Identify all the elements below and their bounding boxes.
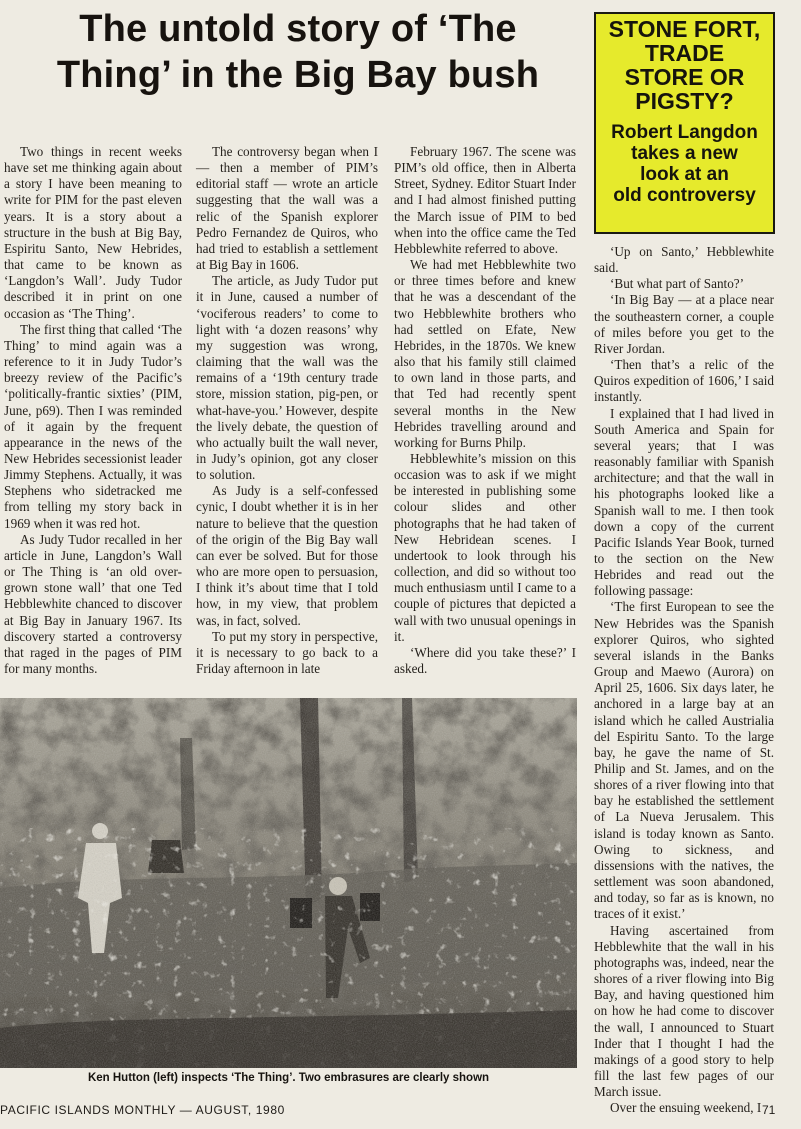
article-column-2	[196, 144, 378, 677]
headline	[8, 6, 588, 98]
photo-illustration	[0, 698, 577, 1068]
paragraph: The article, as Judy Tudor put it in June, caused a number of ‘vociferous readers’ to come to light with ‘a dozen reasons’ why my suggestion was wrong, claiming that the wall was the remains of a ‘19th century trade store, mission station, pig-pen, or what-have-you.’ However, despite the lively debate, the question of who actually built the wall never, in Judy’s opinion, got any closer to solution.	[196, 273, 378, 483]
article-column-4	[594, 244, 774, 1116]
byline-line: look at an	[640, 164, 729, 185]
paragraph: Over the ensuing weekend, I	[610, 1100, 762, 1116]
headline-line-2: Thing’ in the Big Bay bush	[56, 54, 540, 96]
publication-footer: PACIFIC ISLANDS MONTHLY — AUGUST, 1980	[0, 1103, 285, 1117]
headline-line-1: The untold story of ‘The	[79, 8, 517, 50]
paragraph: I explained that I had lived in South America and Spain for several years; that I was reasonably familiar with Spanish architecture; and that the wall in his photographs looked like a Spanish wall to me. I then took down a copy of the current Pacific Islands Year Book, turned to the section on the New Hebrides and read out the following passage:	[594, 405, 774, 599]
paragraph: We had met Hebblewhite two or three times before and knew that he was a descendant of the two Hebblewhite brothers who had settled on Efate, New Hebrides, in the 1870s. We knew also that his family still claimed to own land in those parts, and that Ted had recently spent several months in the New Hebrides travelling around and working for Burns Philp.	[394, 257, 576, 450]
paragraph: As Judy Tudor recalled in her article in June, Langdon’s Wall or The Thing is ‘an old over-grown stone wall’ that one Ted Hebblewhite chanced to discover at Big Bay in January 1967. Its discovery started a controversy that raged in the pages of PIM for many months.	[4, 531, 182, 676]
paragraph: ‘In Big Bay — at a place near the southeastern corner, a couple of miles before you get to the River Jordan.	[594, 292, 774, 356]
photo-caption: Ken Hutton (left) inspects ‘The Thing’. Two embrasures are clearly shown	[87, 1072, 490, 1084]
paragraph: As Judy is a self-confessed cynic, I doubt whether it is in her nature to believe that the question of the origin of the Big Bay wall can ever be solved. But for those who are more open to persuasion, I think it’s about time that I told how, in my view, that problem was, in fact, solved.	[196, 483, 378, 628]
byline-line: takes a new	[631, 143, 738, 164]
byline-line: old controversy	[613, 185, 756, 206]
paragraph: Having ascertained from Hebblewhite that the wall in his photographs was, indeed, near the shores of a river flowing into Big Bay, and having questioned him on how he had come to discover the wall, I announced to Stuart Inder that I thought I had the makings of a good story to help fill the last few pages of our March issue.	[594, 922, 774, 1100]
paragraph: ‘Then that’s a relic of the Quiros expedition of 1606,’ I said instantly.	[594, 357, 774, 405]
paragraph: February 1967. The scene was PIM’s old office, then in Alberta Street, Sydney. Editor Stuart Inder and I had almost finished putting the March issue of PIM to bed when into the office came the Ted Hebblewhite referred to above.	[394, 144, 576, 256]
paragraph: ‘The first European to see the New Hebrides was the Spanish explorer Quiros, who sighted several islands in the Banks Group and Maewo (Aurora) on April 25, 1606. Six days later, he anchored in a large bay at an island which he called Austrialia del Espiritu Santo. To the large bay, he gave the name of St. Philip and St. James, and on the shores of a river flowing into that bay he established the settlement of La Nueva Jerusalem. This island is today known as Santo. Owing to sickness, and dissensions with the natives, the settlement was soon abandoned, and today, so far as is known, no traces of it exist.’	[594, 599, 774, 922]
jungle-wall-photo	[0, 698, 577, 1068]
paragraph: ‘But what part of Santo?’	[610, 276, 745, 292]
paragraph: ‘Up on Santo,’ Hebblewhite said.	[594, 244, 774, 276]
kicker-line: STONE FORT,	[608, 16, 761, 42]
byline-line: Robert Langdon	[611, 122, 758, 143]
sidebar-byline	[602, 121, 767, 206]
kicker-line: PIGSTY?	[635, 88, 734, 114]
paragraph: ‘Where did you take these?’ I asked.	[394, 644, 576, 676]
kicker-line: STORE OR	[624, 64, 745, 90]
paragraph: Hebblewhite’s mission on this occasion was to ask if we might be interested in publishing some colour slides and other photographs that he had taken of New Hebridean scenes. I undertook to look through his collection, and did so without too much enthusiasm until I came to a couple of pictures that depicted a wall with two unusual openings in it.	[394, 450, 576, 644]
sidebar-kicker	[596, 17, 773, 113]
kicker-line: TRADE	[644, 40, 725, 66]
paragraph: The first thing that called ‘The Thing’ to mind again was a reference to it in Judy Tudor’s breezy review of the Pacific’s ‘politically-frantic sixties’ (PIM, June, p69). Then I was reminded of it again by the frequent appearance in the news of the New Hebrides secessionist leader Jimmy Stephens. Actually, it was Stephens who sidetracked me from telling my story back in 1969 when it was red hot.	[4, 321, 182, 531]
article-column-1	[4, 144, 182, 677]
page-number: 71	[762, 1103, 776, 1117]
paragraph: To put my story in perspective, it is necessary to go back to a Friday afternoon in late	[196, 628, 378, 676]
sidebar-box	[594, 12, 775, 234]
paragraph: The controversy began when I — then a member of PIM’s editorial staff — wrote an article suggesting that the wall was a relic of the Spanish explorer Pedro Fernandez de Quiros, who had tried to establish a settlement at Big Bay in 1606.	[196, 144, 378, 273]
article-column-3	[394, 144, 576, 677]
paragraph: Two things in recent weeks have set me thinking again about a story I have been meaning to write for PIM for the past eleven years. It is a story about a structure in the bush at Big Bay, Espiritu Santo, New Hebrides, that came to be known as ‘Langdon’s Wall’. Judy Tudor described it in print on one occasion as ‘The Thing’.	[4, 144, 182, 321]
